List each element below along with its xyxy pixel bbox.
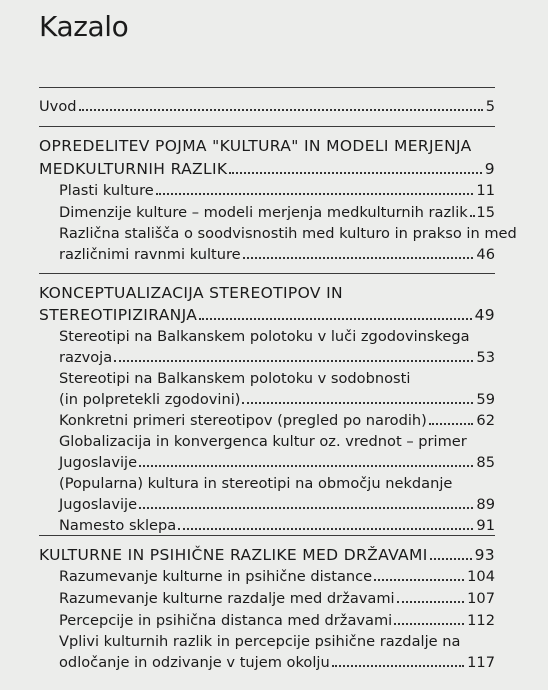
toc-entry-text: Dimenzije kulture – modeli merjenja medkulturnih razlik xyxy=(59,204,468,221)
toc-chapter-text: KONCEPTUALIZACIJA STEREOTIPOV IN xyxy=(39,284,343,302)
toc-chapter-3[interactable] xyxy=(39,545,495,565)
dot-leader xyxy=(139,455,473,467)
toc-entry-line1[interactable] xyxy=(59,369,410,389)
toc-page-number: 117 xyxy=(467,654,495,671)
toc-entry-text: Jugoslavije xyxy=(59,454,138,471)
toc-entry-text: (in polpretekli zgodovini) xyxy=(59,391,241,408)
toc-entry-text: Različna stališča o soodvisnostih med kulturo in prakso in med xyxy=(59,225,517,242)
toc-entry-text: odločanje in odzivanje v tujem okolju xyxy=(59,654,330,671)
dot-leader xyxy=(229,162,481,174)
toc-page-number: 104 xyxy=(467,568,495,585)
toc-chapter-2-line1[interactable] xyxy=(39,283,343,303)
dot-leader xyxy=(178,518,473,530)
toc-entry-line1[interactable] xyxy=(59,327,470,347)
dot-leader xyxy=(243,247,474,259)
toc-page-number: 91 xyxy=(476,517,495,534)
toc-entry[interactable] xyxy=(59,390,495,410)
dot-leader xyxy=(397,591,465,603)
toc-entry-text: Konkretni primeri stereotipov (pregled po narodih) xyxy=(59,412,427,429)
toc-entry[interactable] xyxy=(59,203,495,223)
toc-page-number: 89 xyxy=(476,496,495,513)
toc-entry[interactable] xyxy=(59,589,495,609)
toc-entry[interactable] xyxy=(59,516,495,536)
section-divider xyxy=(39,535,495,536)
toc-page-number: 53 xyxy=(476,349,495,366)
toc-entry[interactable] xyxy=(59,653,495,673)
toc-entry-line1[interactable] xyxy=(59,632,460,652)
toc-page-number: 11 xyxy=(476,182,495,199)
dot-leader xyxy=(79,99,483,111)
dot-leader xyxy=(429,413,474,425)
toc-entry[interactable] xyxy=(59,181,495,201)
dot-leader xyxy=(114,350,473,362)
toc-page-number: 46 xyxy=(476,246,495,263)
toc-entry-uvod[interactable] xyxy=(39,97,495,117)
section-divider xyxy=(39,273,495,274)
toc-page-number: 62 xyxy=(476,412,495,429)
toc-entry-text: različnimi ravnmi kulture xyxy=(59,246,241,263)
dot-leader xyxy=(242,392,473,404)
toc-entry[interactable] xyxy=(59,453,495,473)
toc-page-number: 59 xyxy=(476,391,495,408)
toc-page-number: 85 xyxy=(476,454,495,471)
dot-leader xyxy=(139,497,473,509)
toc-entry[interactable] xyxy=(59,245,495,265)
toc-chapter-2[interactable] xyxy=(39,305,495,325)
dot-leader xyxy=(394,613,464,625)
toc-entry-text: Uvod xyxy=(39,98,77,115)
toc-chapter-text: STEREOTIPIZIRANJA xyxy=(39,306,198,324)
toc-page-number: 15 xyxy=(476,204,495,221)
toc-entry-text: Jugoslavije xyxy=(59,496,138,513)
toc-chapter-text: KULTURNE IN PSIHIČNE RAZLIKE MED DRŽAVAMI xyxy=(39,546,428,564)
toc-entry-text: Vplivi kulturnih razlik in percepcije psihične razdalje na xyxy=(59,633,461,650)
toc-page-number: 93 xyxy=(474,546,495,564)
toc-entry-text: Razumevanje kulturne in psihične distance xyxy=(59,568,373,585)
page-title: Kazalo xyxy=(39,10,129,43)
toc-entry-text: Stereotipi na Balkanskem polotoku v sodobnosti xyxy=(59,370,411,387)
toc-chapter-1[interactable] xyxy=(39,159,495,179)
toc-entry[interactable] xyxy=(59,495,495,515)
toc-entry[interactable] xyxy=(59,348,495,368)
toc-entry-text: Razumevanje kulturne razdalje med državami xyxy=(59,590,395,607)
toc-entry-text: Globalizacija in konvergenca kultur oz. vrednot – primer xyxy=(59,433,467,450)
toc-entry-line1[interactable] xyxy=(59,432,467,452)
toc-chapter-text: MEDKULTURNIH RAZLIK xyxy=(39,160,228,178)
toc-entry-line1[interactable] xyxy=(59,224,517,244)
toc-entry[interactable] xyxy=(59,567,495,587)
toc-chapter-1-line1[interactable] xyxy=(39,136,472,156)
toc-page-number: 107 xyxy=(467,590,495,607)
dot-leader xyxy=(470,205,474,217)
toc-page-number: 9 xyxy=(484,160,495,178)
toc-entry[interactable] xyxy=(59,611,495,631)
toc-entry-text: Percepcije in psihična distanca med državami xyxy=(59,612,393,629)
dot-leader xyxy=(332,655,464,667)
toc-page-number: 49 xyxy=(474,306,495,324)
toc-entry-text: razvoja xyxy=(59,349,113,366)
dot-leader xyxy=(156,183,474,195)
dot-leader xyxy=(199,308,471,320)
dot-leader xyxy=(374,569,464,581)
toc-entry-line1[interactable] xyxy=(59,474,452,494)
toc-entry-text: Namesto sklepa xyxy=(59,517,177,534)
dot-leader xyxy=(430,548,472,560)
toc-entry-text: (Popularna) kultura in stereotipi na območju nekdanje xyxy=(59,475,453,492)
toc-entry-text: Plasti kulture xyxy=(59,182,154,199)
section-divider xyxy=(39,126,495,127)
toc-page-number: 5 xyxy=(485,98,495,115)
toc-entry-text: Stereotipi na Balkanskem polotoku v luči zgodovinskega xyxy=(59,328,470,345)
toc-entry[interactable] xyxy=(59,411,495,431)
toc-chapter-text: OPREDELITEV POJMA "KULTURA" IN MODELI MERJENJA xyxy=(39,137,472,155)
toc-page-number: 112 xyxy=(467,612,495,629)
section-divider xyxy=(39,87,495,88)
